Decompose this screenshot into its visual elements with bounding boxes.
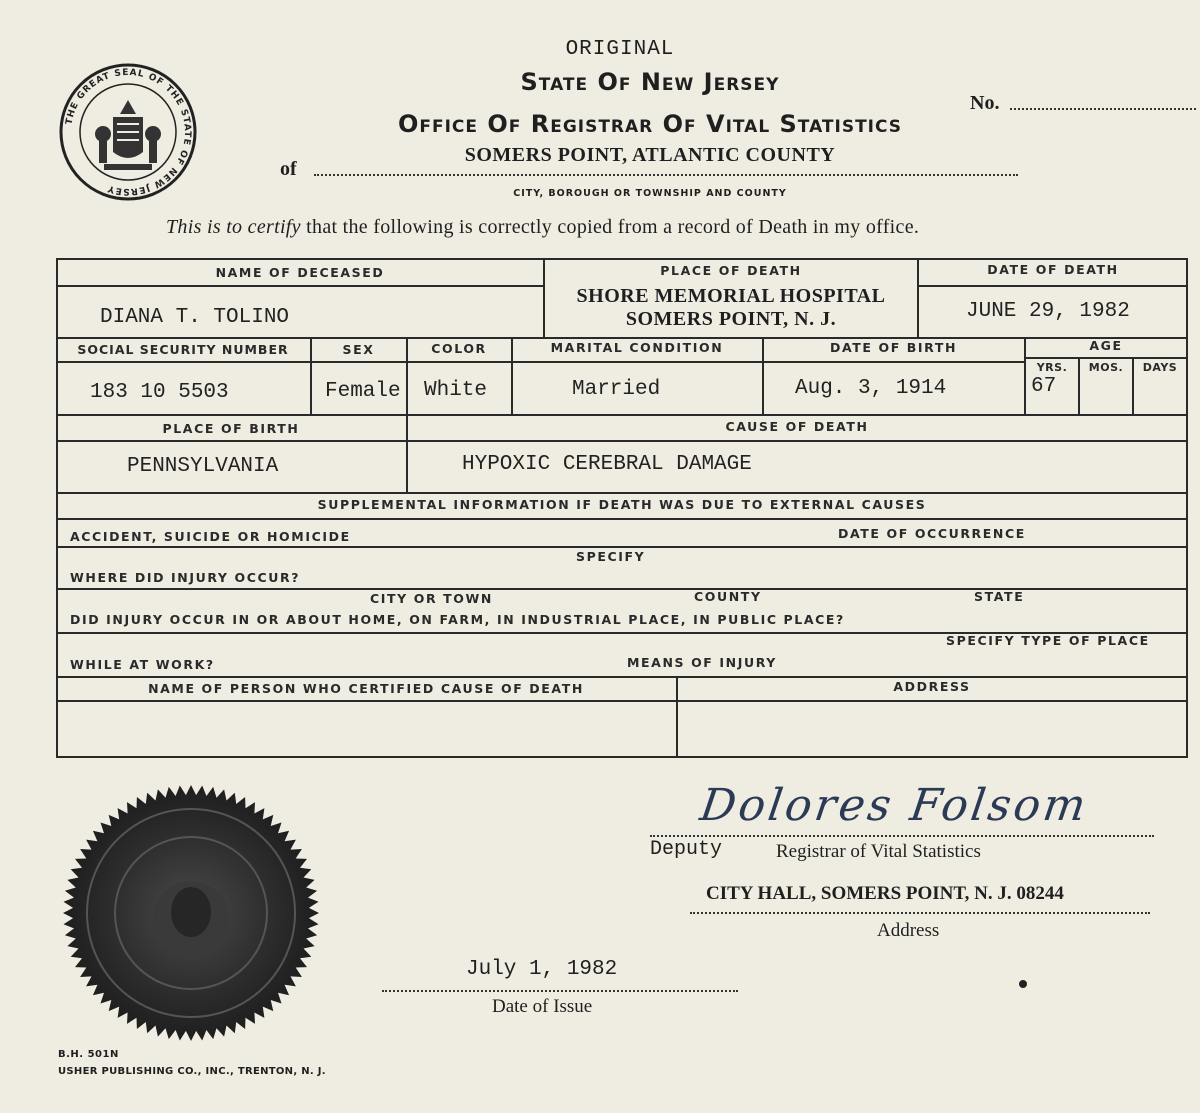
days-label: DAYS	[1142, 361, 1178, 374]
cause-label: CAUSE OF DEATH	[725, 419, 869, 434]
name-label: NAME OF DECEASED	[215, 265, 385, 280]
signature	[696, 780, 1184, 840]
sex-label: SEX	[342, 342, 375, 357]
municipality-line	[314, 174, 1018, 176]
mos-label: MOS.	[1088, 361, 1124, 374]
date-issue-label: Date of Issue	[492, 996, 593, 1017]
place-value-line1: SHORE MEMORIAL HOSPITAL	[576, 285, 886, 307]
issue-date: July 1, 1982	[466, 958, 618, 981]
city-hall-address: CITY HALL, SOMERS POINT, N. J. 08244	[706, 883, 1064, 904]
date-death-value: JUNE 29, 1982	[966, 300, 1130, 323]
where-injury-label: WHERE DID INJURY OCCUR?	[70, 570, 301, 585]
no-label: No.	[970, 92, 1000, 114]
address-line	[690, 912, 1150, 914]
office-title: Office Of Registrar Of Vital Statistics	[397, 110, 903, 138]
pob-value: PENNSYLVANIA	[127, 455, 279, 478]
city-town-label: CITY OR TOWN	[370, 591, 493, 606]
of-label: of	[280, 158, 297, 180]
county-label: COUNTY	[694, 589, 762, 604]
ssn-label: SOCIAL SECURITY NUMBER	[77, 342, 289, 357]
issue-date-line	[382, 990, 738, 992]
certify-statement	[166, 216, 919, 239]
cause-value: HYPOXIC CEREBRAL DAMAGE	[462, 453, 752, 476]
form-number: B.H. 501N	[58, 1049, 119, 1060]
original-label: ORIGINAL	[565, 38, 675, 61]
supplemental-heading: SUPPLEMENTAL INFORMATION IF DEATH WAS DUE TO EXTERNAL CAUSES	[317, 497, 927, 512]
age-label: AGE	[1089, 338, 1123, 353]
state-label: STATE	[974, 589, 1025, 604]
did-injury-label: DID INJURY OCCUR IN OR ABOUT HOME, ON FARM, IN INDUSTRIAL PLACE, IN PUBLIC PLACE?	[70, 612, 845, 627]
deputy-label: Deputy	[650, 838, 723, 861]
sex-value: Female	[325, 380, 401, 403]
seal-ring-text: THE GREAT SEAL OF THE STATE OF NEW JERSEY	[64, 67, 193, 197]
signature-line	[650, 835, 1154, 837]
date-occurrence-label: DATE OF OCCURRENCE	[838, 526, 1026, 541]
signature-text: Dolores Folsom	[697, 780, 1092, 831]
embossed-seal	[62, 784, 320, 1042]
dob-value: Aug. 3, 1914	[795, 377, 947, 400]
state-title: State Of New Jersey	[520, 68, 780, 96]
place-label: PLACE OF DEATH	[660, 263, 802, 278]
place-value-line2: SOMERS POINT, N. J.	[625, 308, 837, 330]
address-label: ADDRESS	[893, 679, 971, 694]
certify-italic: This is to certify	[166, 216, 301, 238]
yrs-label: YRS.	[1036, 361, 1068, 374]
registrar-label: Registrar of Vital Statistics	[776, 841, 981, 862]
accident-label: ACCIDENT, SUICIDE OR HOMICIDE	[70, 529, 351, 544]
state-seal	[58, 62, 198, 202]
certifier-label: NAME OF PERSON WHO CERTIFIED CAUSE OF DEATH	[148, 681, 584, 696]
ssn-value: 183 10 5503	[90, 381, 229, 404]
specify-label: SPECIFY	[576, 549, 646, 564]
specify-type-label: SPECIFY TYPE OF PLACE	[946, 633, 1150, 648]
dob-label: DATE OF BIRTH	[829, 340, 958, 355]
color-value: White	[424, 379, 488, 402]
certify-text: that the following is correctly copied from a record of Death in my office.	[306, 216, 920, 238]
ink-dot	[1019, 980, 1027, 988]
no-field	[1010, 108, 1196, 110]
date-death-label: DATE OF DEATH	[987, 262, 1119, 277]
color-label: COLOR	[431, 341, 487, 356]
pob-label: PLACE OF BIRTH	[162, 421, 300, 436]
address-caption: Address	[877, 920, 940, 941]
publisher: USHER PUBLISHING CO., INC., TRENTON, N. J.	[58, 1066, 326, 1077]
marital-label: MARITAL CONDITION	[550, 340, 724, 355]
municipality-caption: CITY, BOROUGH OR TOWNSHIP AND COUNTY	[513, 188, 787, 199]
yrs-value: 67	[1031, 375, 1057, 398]
municipality: SOMERS POINT, ATLANTIC COUNTY	[464, 144, 836, 166]
name-value: DIANA T. TOLINO	[100, 306, 290, 329]
while-work-label: WHILE AT WORK?	[70, 657, 215, 672]
means-label: MEANS OF INJURY	[627, 655, 777, 670]
marital-value: Married	[572, 378, 661, 401]
